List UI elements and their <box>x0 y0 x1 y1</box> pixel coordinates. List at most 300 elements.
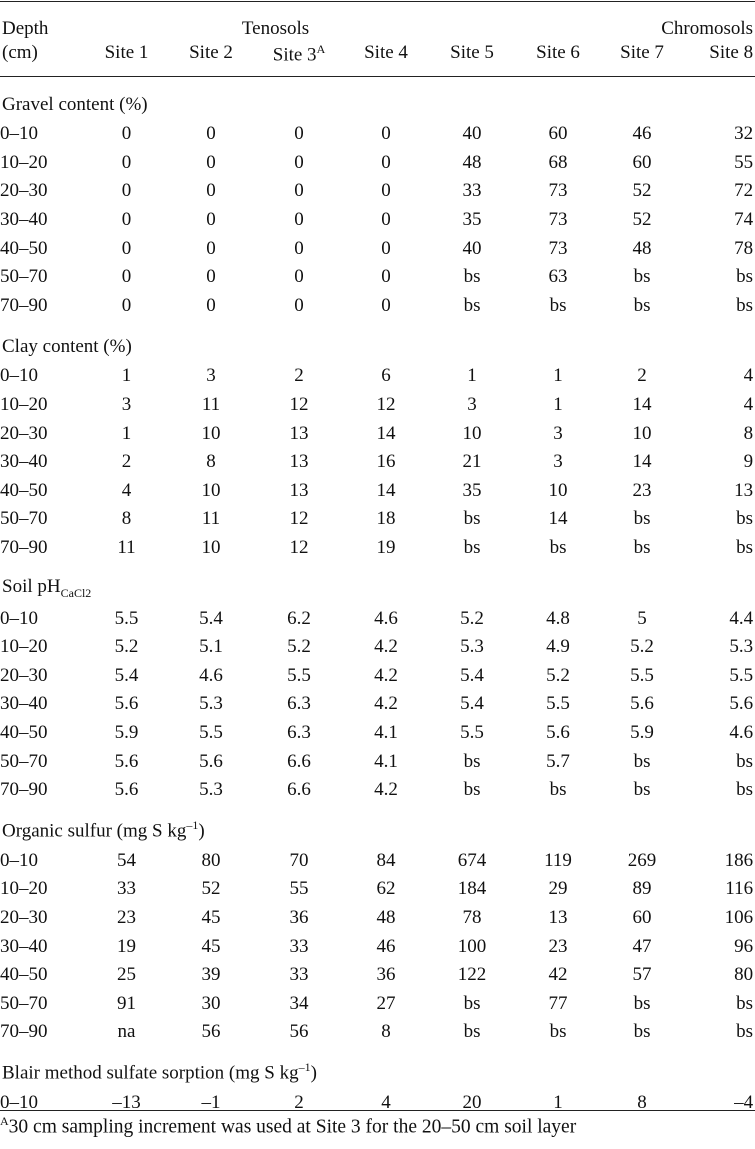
value-cell-site-1: na <box>117 1021 136 1043</box>
value-cell-site-7: bs <box>633 266 651 288</box>
value-cell-site-5: 40 <box>462 237 482 259</box>
table-row <box>0 989 755 1018</box>
value-cell-site-4: 14 <box>376 422 396 444</box>
depth-cell: 0–10 <box>0 1091 38 1113</box>
value-cell-site-8: 106 <box>724 906 754 928</box>
depth-cell: 50–70 <box>0 750 48 772</box>
table-row <box>0 633 755 662</box>
value-cell-site-3: 13 <box>289 479 309 501</box>
value-cell-site-4: 0 <box>381 294 391 316</box>
value-cell-site-4: 4.2 <box>374 779 398 801</box>
value-cell-site-4: 4.2 <box>374 693 398 715</box>
value-cell-site-1: 1 <box>121 422 132 444</box>
value-cell-site-2: 5.6 <box>199 750 223 772</box>
value-cell-site-8: 72 <box>734 180 754 202</box>
site-1-header: Site 1 <box>104 42 149 63</box>
value-cell-site-6: 5.7 <box>546 750 570 772</box>
site-3-label: Site 3 <box>272 44 317 66</box>
value-cell-site-1: 5.9 <box>114 721 139 743</box>
value-cell-site-3: 36 <box>289 906 309 928</box>
value-cell-site-7: 60 <box>632 151 652 173</box>
depth-cell: 10–20 <box>0 878 48 900</box>
depth-cell: 70–90 <box>0 1021 48 1043</box>
value-cell-site-2: 11 <box>201 508 221 530</box>
header-row-sites <box>0 40 755 78</box>
site-3-header <box>253 40 345 78</box>
value-cell-site-2: 5.3 <box>199 693 223 715</box>
value-cell-site-6: 4.8 <box>546 607 570 629</box>
depth-unit-header: (cm) <box>2 42 38 63</box>
value-cell-site-8: 80 <box>734 964 754 986</box>
value-cell-site-1: 0 <box>121 123 132 145</box>
value-cell-site-7: 5.5 <box>630 664 654 686</box>
value-cell-site-4: 4.1 <box>374 750 398 772</box>
value-cell-site-4: 4.2 <box>374 664 398 686</box>
value-cell-site-1: 23 <box>117 906 136 928</box>
table-row <box>0 177 755 206</box>
value-cell-site-4: 14 <box>376 479 396 501</box>
depth-cell: 30–40 <box>0 693 48 715</box>
value-cell-site-6: 29 <box>548 878 568 900</box>
section-header-row <box>0 78 755 120</box>
site-5-header: Site 5 <box>450 42 494 63</box>
value-cell-site-7: 48 <box>632 237 652 259</box>
value-cell-site-4: 48 <box>376 906 396 928</box>
value-cell-site-2: 30 <box>201 992 221 1014</box>
section-title-subscript: CaCl2 <box>60 585 92 600</box>
depth-cell: 70–90 <box>0 537 48 559</box>
value-cell-site-5: 5.2 <box>460 607 484 629</box>
value-cell-site-7: 52 <box>632 180 652 202</box>
value-cell-site-5: bs <box>463 537 481 559</box>
depth-cell: 0–10 <box>0 607 38 629</box>
value-cell-site-2: 56 <box>201 1021 221 1043</box>
value-cell-site-6: 1 <box>553 394 563 416</box>
depth-cell: 0–10 <box>0 849 38 871</box>
value-cell-site-3: 56 <box>289 1021 309 1043</box>
value-cell-site-8: 5.5 <box>729 664 754 686</box>
section-header-row <box>0 804 755 846</box>
depth-cell: 30–40 <box>0 451 48 473</box>
section-title-text: Gravel content (%) <box>2 94 148 115</box>
value-cell-site-8: bs <box>736 992 754 1014</box>
value-cell-site-3: 6.6 <box>287 779 311 801</box>
table-row <box>0 690 755 719</box>
site-8-header: Site 8 <box>709 42 754 63</box>
value-cell-site-2: 5.3 <box>199 779 223 801</box>
value-cell-site-4: 4.2 <box>374 636 398 658</box>
value-cell-site-2: 39 <box>201 964 221 986</box>
header-row-groups <box>0 0 755 40</box>
value-cell-site-5: 33 <box>462 180 482 202</box>
value-cell-site-7: bs <box>633 294 651 316</box>
value-cell-site-4: 36 <box>376 964 396 986</box>
value-cell-site-7: bs <box>633 779 651 801</box>
depth-cell: 0–10 <box>0 365 38 387</box>
value-cell-site-3: 0 <box>294 123 304 145</box>
value-cell-site-3: 0 <box>294 294 304 316</box>
value-cell-site-2: 10 <box>201 479 221 501</box>
value-cell-site-1: 91 <box>117 992 136 1014</box>
value-cell-site-8: 116 <box>725 878 754 900</box>
value-cell-site-2: –1 <box>201 1091 221 1113</box>
value-cell-site-2: 0 <box>206 237 216 259</box>
value-cell-site-6: 5.5 <box>546 693 570 715</box>
value-cell-site-1: 0 <box>121 180 132 202</box>
value-cell-site-5: bs <box>463 1021 481 1043</box>
section-header-row <box>0 562 755 604</box>
section-title-text: Organic sulfur (mg S kg <box>2 820 187 842</box>
value-cell-site-4: 4.6 <box>374 607 398 629</box>
value-cell-site-1: 0 <box>121 209 132 231</box>
value-cell-site-3: 6.3 <box>287 693 311 715</box>
value-cell-site-7: 14 <box>632 394 652 416</box>
value-cell-site-4: 0 <box>381 237 391 259</box>
value-cell-site-5: 3 <box>467 394 477 416</box>
value-cell-site-3: 2 <box>294 365 304 387</box>
value-cell-site-6: 10 <box>548 479 568 501</box>
value-cell-site-8: 74 <box>734 209 754 231</box>
table-row <box>0 604 755 633</box>
value-cell-site-3: 34 <box>289 992 309 1014</box>
value-cell-site-6: 119 <box>544 849 572 871</box>
depth-cell: 20–30 <box>0 180 48 202</box>
value-cell-site-1: 8 <box>121 508 132 530</box>
value-cell-site-5: 40 <box>462 123 482 145</box>
value-cell-site-1: 5.6 <box>114 779 139 801</box>
value-cell-site-6: 73 <box>548 180 568 202</box>
depth-cell: 30–40 <box>0 209 48 231</box>
value-cell-site-5: bs <box>463 779 481 801</box>
value-cell-site-7: 89 <box>632 878 652 900</box>
value-cell-site-6: 13 <box>548 906 568 928</box>
section-header-row <box>0 320 755 362</box>
value-cell-site-8: 13 <box>734 479 754 501</box>
value-cell-site-6: 42 <box>548 964 568 986</box>
value-cell-site-5: 35 <box>462 479 482 501</box>
value-cell-site-7: 57 <box>632 964 652 986</box>
value-cell-site-7: 23 <box>632 479 652 501</box>
value-cell-site-7: 10 <box>632 422 652 444</box>
value-cell-site-8: bs <box>736 750 754 772</box>
depth-header: Depth <box>2 18 49 39</box>
value-cell-site-2: 5.4 <box>199 607 223 629</box>
value-cell-site-6: 3 <box>553 451 563 473</box>
value-cell-site-4: 27 <box>376 992 396 1014</box>
value-cell-site-7: 5.9 <box>630 721 654 743</box>
value-cell-site-6: 77 <box>548 992 568 1014</box>
value-cell-site-5: 5.3 <box>460 636 484 658</box>
value-cell-site-4: 0 <box>381 180 391 202</box>
table-row <box>0 234 755 263</box>
value-cell-site-2: 4.6 <box>199 664 223 686</box>
value-cell-site-8: bs <box>736 537 754 559</box>
value-cell-site-6: 14 <box>548 508 568 530</box>
value-cell-site-7: bs <box>633 992 651 1014</box>
table-row <box>0 505 755 534</box>
value-cell-site-6: bs <box>549 1021 567 1043</box>
value-cell-site-6: 23 <box>548 935 568 957</box>
value-cell-site-4: 0 <box>381 209 391 231</box>
value-cell-site-7: 5.6 <box>630 693 654 715</box>
value-cell-site-8: 4.4 <box>729 607 754 629</box>
value-cell-site-3: 12 <box>289 508 309 530</box>
value-cell-site-3: 2 <box>294 1091 304 1113</box>
value-cell-site-3: 33 <box>289 964 309 986</box>
section-title-text: Soil pH <box>2 575 61 597</box>
value-cell-site-7: 5.2 <box>630 636 654 658</box>
value-cell-site-3: 6.2 <box>287 607 311 629</box>
value-cell-site-1: 0 <box>121 237 132 259</box>
table-row <box>0 875 755 904</box>
site-3-footnote-marker: A <box>316 42 326 56</box>
value-cell-site-1: 0 <box>121 294 132 316</box>
value-cell-site-3: 13 <box>289 451 309 473</box>
depth-cell: 10–20 <box>0 636 48 658</box>
value-cell-site-7: bs <box>633 537 651 559</box>
depth-cell: 40–50 <box>0 964 48 986</box>
value-cell-site-7: 269 <box>627 849 657 871</box>
value-cell-site-8: bs <box>736 266 754 288</box>
value-cell-site-2: 52 <box>201 878 221 900</box>
value-cell-site-2: 45 <box>201 935 221 957</box>
value-cell-site-5: 100 <box>457 935 487 957</box>
section-header-row <box>0 1047 755 1089</box>
value-cell-site-7: bs <box>633 1021 651 1043</box>
site-7-header: Site 7 <box>620 42 664 63</box>
value-cell-site-5: 20 <box>462 1091 482 1113</box>
value-cell-site-5: bs <box>463 266 481 288</box>
value-cell-site-6: 73 <box>548 209 568 231</box>
value-cell-site-2: 0 <box>206 266 216 288</box>
value-cell-site-2: 5.5 <box>199 721 223 743</box>
value-cell-site-1: 5.6 <box>114 750 139 772</box>
value-cell-site-4: 12 <box>376 394 396 416</box>
value-cell-site-4: 8 <box>381 1021 391 1043</box>
value-cell-site-1: 5.5 <box>114 607 139 629</box>
value-cell-site-7: bs <box>633 750 651 772</box>
value-cell-site-5: 674 <box>457 849 487 871</box>
table-footnote <box>0 1114 755 1139</box>
depth-cell: 40–50 <box>0 237 48 259</box>
value-cell-site-7: 14 <box>632 451 652 473</box>
value-cell-site-7: bs <box>633 508 651 530</box>
value-cell-site-2: 0 <box>206 209 216 231</box>
value-cell-site-4: 6 <box>381 365 391 387</box>
value-cell-site-3: 0 <box>294 180 304 202</box>
value-cell-site-3: 6.6 <box>287 750 311 772</box>
value-cell-site-3: 0 <box>294 151 304 173</box>
footnote-text: 30 cm sampling increment was used at Site 3 for the 20–50 cm soil layer <box>8 1116 577 1138</box>
section-title <box>0 78 755 120</box>
table-row <box>0 776 755 805</box>
table-row <box>0 1089 755 1118</box>
depth-cell: 40–50 <box>0 721 48 743</box>
value-cell-site-4: 16 <box>376 451 396 473</box>
value-cell-site-6: bs <box>549 537 567 559</box>
depth-cell: 10–20 <box>0 151 48 173</box>
value-cell-site-2: 8 <box>206 451 216 473</box>
depth-cell: 30–40 <box>0 935 48 957</box>
value-cell-site-6: bs <box>549 779 567 801</box>
value-cell-site-6: 60 <box>548 123 568 145</box>
value-cell-site-3: 13 <box>289 422 309 444</box>
depth-cell: 40–50 <box>0 479 48 501</box>
value-cell-site-8: 32 <box>734 123 754 145</box>
section-title-suffix: ) <box>310 1062 317 1084</box>
depth-cell: 50–70 <box>0 992 48 1014</box>
value-cell-site-1: 5.2 <box>114 636 139 658</box>
group-header-tenosols: Tenosols <box>241 18 310 39</box>
value-cell-site-4: 4.1 <box>374 721 398 743</box>
footnote-marker: A <box>0 1114 9 1128</box>
value-cell-site-2: 10 <box>201 537 221 559</box>
depth-cell: 70–90 <box>0 294 48 316</box>
table-row <box>0 662 755 691</box>
group-header-chromosols: Chromosols <box>661 18 754 39</box>
value-cell-site-3: 55 <box>289 878 309 900</box>
table-row <box>0 391 755 420</box>
depth-cell: 50–70 <box>0 266 48 288</box>
value-cell-site-5: 184 <box>457 878 487 900</box>
table-bottom-rule <box>0 1110 755 1111</box>
value-cell-site-8: bs <box>736 779 754 801</box>
table-row <box>0 206 755 235</box>
value-cell-site-6: 5.6 <box>546 721 570 743</box>
value-cell-site-3: 0 <box>294 237 304 259</box>
value-cell-site-5: bs <box>463 750 481 772</box>
section-title <box>0 804 755 846</box>
section-title-suffix: ) <box>198 820 205 842</box>
table-row <box>0 477 755 506</box>
value-cell-site-8: 5.6 <box>729 693 754 715</box>
value-cell-site-5: 5.5 <box>460 721 484 743</box>
value-cell-site-2: 0 <box>206 151 216 173</box>
value-cell-site-3: 33 <box>289 935 309 957</box>
value-cell-site-8: 55 <box>734 151 754 173</box>
value-cell-site-2: 3 <box>206 365 216 387</box>
value-cell-site-5: 35 <box>462 209 482 231</box>
value-cell-site-8: –4 <box>734 1091 754 1113</box>
value-cell-site-5: 1 <box>467 365 477 387</box>
value-cell-site-7: 46 <box>632 123 652 145</box>
value-cell-site-7: 5 <box>637 607 647 629</box>
table-row <box>0 534 755 563</box>
value-cell-site-3: 6.3 <box>287 721 311 743</box>
table-row <box>0 846 755 875</box>
section-title-text: Blair method sulfate sorption (mg S kg <box>2 1062 299 1084</box>
table-row <box>0 932 755 961</box>
value-cell-site-1: 25 <box>117 964 136 986</box>
value-cell-site-5: 78 <box>462 906 482 928</box>
value-cell-site-8: 186 <box>724 849 754 871</box>
value-cell-site-6: 3 <box>553 422 563 444</box>
value-cell-site-5: 5.4 <box>460 693 484 715</box>
value-cell-site-4: 0 <box>381 123 391 145</box>
value-cell-site-3: 0 <box>294 209 304 231</box>
value-cell-site-8: 96 <box>734 935 754 957</box>
value-cell-site-7: 47 <box>632 935 652 957</box>
table-row <box>0 747 755 776</box>
value-cell-site-2: 0 <box>206 123 216 145</box>
value-cell-site-8: 9 <box>743 451 754 473</box>
section-title <box>0 562 755 604</box>
value-cell-site-2: 5.1 <box>199 636 223 658</box>
value-cell-site-4: 0 <box>381 151 391 173</box>
depth-cell: 70–90 <box>0 779 48 801</box>
value-cell-site-1: 0 <box>121 266 132 288</box>
value-cell-site-6: 63 <box>548 266 568 288</box>
table-row <box>0 719 755 748</box>
value-cell-site-4: 62 <box>376 878 396 900</box>
value-cell-site-7: 60 <box>632 906 652 928</box>
value-cell-site-5: 48 <box>462 151 482 173</box>
value-cell-site-6: 68 <box>548 151 568 173</box>
value-cell-site-6: 1 <box>553 365 563 387</box>
value-cell-site-1: 54 <box>117 849 136 871</box>
value-cell-site-2: 0 <box>206 180 216 202</box>
value-cell-site-1: 2 <box>121 451 132 473</box>
value-cell-site-1: 33 <box>117 878 136 900</box>
value-cell-site-7: 52 <box>632 209 652 231</box>
value-cell-site-8: 4 <box>743 365 754 387</box>
value-cell-site-5: bs <box>463 294 481 316</box>
site-4-header: Site 4 <box>364 42 408 63</box>
value-cell-site-8: 8 <box>743 422 754 444</box>
value-cell-site-5: 10 <box>462 422 482 444</box>
value-cell-site-8: 5.3 <box>729 636 754 658</box>
value-cell-site-2: 11 <box>201 394 221 416</box>
depth-cell: 20–30 <box>0 664 48 686</box>
table-row <box>0 120 755 149</box>
value-cell-site-6: 5.2 <box>546 664 570 686</box>
value-cell-site-8: 4.6 <box>729 721 754 743</box>
value-cell-site-1: 0 <box>121 151 132 173</box>
value-cell-site-8: bs <box>736 1021 754 1043</box>
value-cell-site-2: 0 <box>206 294 216 316</box>
value-cell-site-3: 12 <box>289 537 309 559</box>
value-cell-site-1: 1 <box>121 365 132 387</box>
value-cell-site-4: 19 <box>376 537 396 559</box>
value-cell-site-1: 19 <box>117 935 136 957</box>
value-cell-site-5: bs <box>463 508 481 530</box>
depth-cell: 0–10 <box>0 123 38 145</box>
table-row <box>0 362 755 391</box>
value-cell-site-2: 45 <box>201 906 221 928</box>
value-cell-site-7: 8 <box>637 1091 647 1113</box>
value-cell-site-4: 0 <box>381 266 391 288</box>
value-cell-site-1: 5.6 <box>114 693 139 715</box>
section-title <box>0 1047 755 1089</box>
value-cell-site-5: bs <box>463 992 481 1014</box>
value-cell-site-4: 18 <box>376 508 396 530</box>
value-cell-site-5: 122 <box>457 964 487 986</box>
value-cell-site-6: bs <box>549 294 567 316</box>
value-cell-site-1: 3 <box>121 394 132 416</box>
value-cell-site-5: 5.4 <box>460 664 484 686</box>
site-2-header: Site 2 <box>189 42 233 63</box>
value-cell-site-3: 5.5 <box>287 664 311 686</box>
table-row <box>0 904 755 933</box>
value-cell-site-8: bs <box>736 508 754 530</box>
value-cell-site-4: 84 <box>376 849 396 871</box>
value-cell-site-1: 11 <box>117 537 136 559</box>
depth-cell: 10–20 <box>0 394 48 416</box>
table-row <box>0 1018 755 1047</box>
value-cell-site-4: 4 <box>381 1091 391 1113</box>
value-cell-site-3: 70 <box>289 849 309 871</box>
value-cell-site-1: –13 <box>112 1091 141 1113</box>
